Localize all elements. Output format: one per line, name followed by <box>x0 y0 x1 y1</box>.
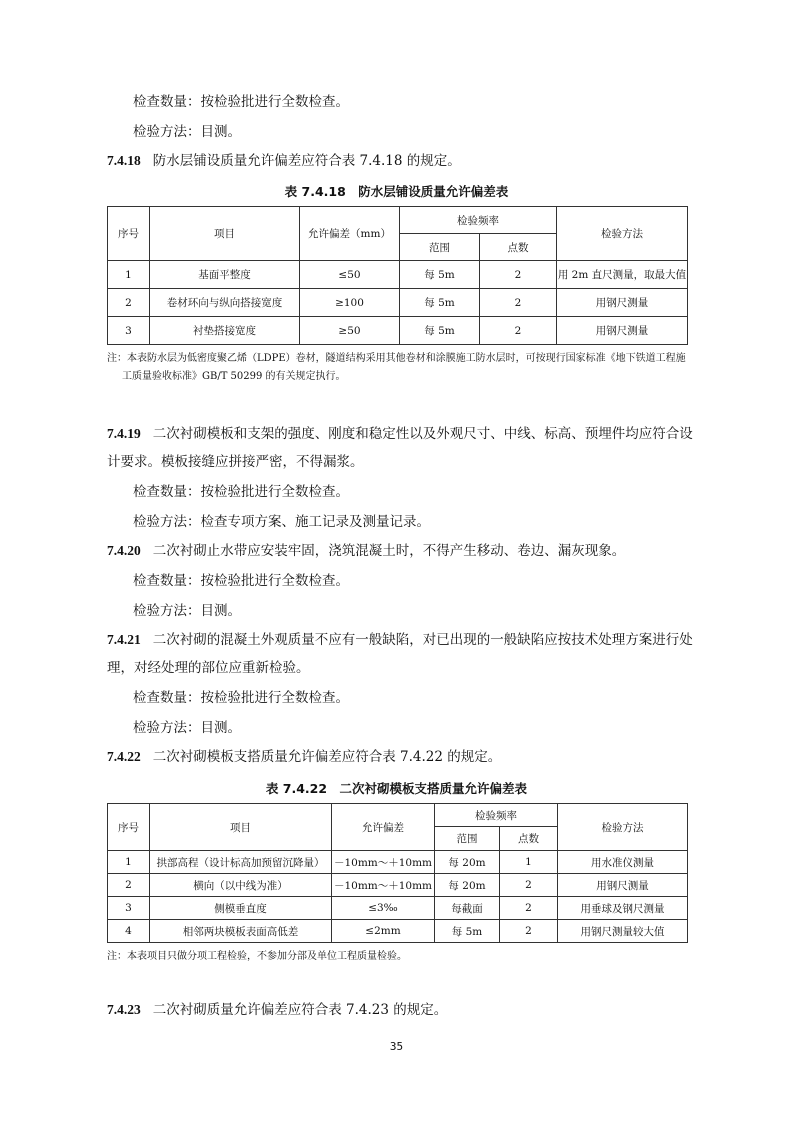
header-tolerance: 允许偏差 <box>332 804 435 851</box>
table-note-line2: 工质量验收标准》GB/T 50299 的有关规定执行。 <box>122 371 346 382</box>
inspection-quantity-text: 检查数量：按检验批进行全数检查。 <box>133 484 349 500</box>
cell-tolerance: －10mm～＋10mm <box>332 874 435 897</box>
cell-item: 衬垫搭接宽度 <box>150 317 300 345</box>
clause-text: 二次衬砌模板和支架的强度、刚度和稳定性以及外观尺寸、中线、标高、预埋件均应符合设 <box>152 426 693 442</box>
cell-points: 2 <box>480 261 557 289</box>
clause-text: 二次衬砌模板支搭质量允许偏差应符合表 7.4.22 的规定。 <box>152 749 502 765</box>
cell-range: 每截面 <box>435 897 500 920</box>
header-method: 检验方法 <box>558 804 688 851</box>
header-points: 点数 <box>480 234 557 261</box>
cell-tolerance: ≥100 <box>300 289 400 317</box>
table-7-4-18-caption: 表 7.4.18 防水层铺设质量允许偏差表 <box>284 184 509 199</box>
inspection-quantity-text: 检查数量：按检验批进行全数检查。 <box>133 690 349 706</box>
clause-number: 7.4.23 <box>107 1002 141 1017</box>
clause-number: 7.4.18 <box>107 153 141 168</box>
clause-text: 防水层铺设质量允许偏差应符合表 7.4.18 的规定。 <box>152 153 461 169</box>
table-7-4-22 <box>107 803 688 943</box>
table-note-line1: 注：本表防水层为低密度聚乙烯（LDPE）卷材，隧道结构采用其他卷材和涂膜施工防水层时，可按现行国家标准《地下铁道工程施 <box>107 353 686 364</box>
cell-seq: 1 <box>108 851 150 874</box>
clause-number: 7.4.19 <box>107 426 141 441</box>
clause-7-4-19 <box>107 425 693 443</box>
cell-points: 2 <box>500 897 558 920</box>
table-row <box>108 317 688 345</box>
clause-7-4-21 <box>107 631 693 649</box>
header-range: 范围 <box>435 827 500 851</box>
table-7-4-22-caption: 表 7.4.22 二次衬砌模板支搭质量允许偏差表 <box>265 781 528 796</box>
cell-points: 2 <box>480 289 557 317</box>
inspection-method-text: 检验方法：目测。 <box>133 720 241 736</box>
cell-method: 用钢尺测量 <box>557 289 688 317</box>
cell-range: 每 5m <box>435 920 500 943</box>
cell-method: 用钢尺测量较大值 <box>558 920 688 943</box>
cell-method: 用垂球及钢尺测量 <box>558 897 688 920</box>
cell-tolerance: ≥50 <box>300 317 400 345</box>
cell-tolerance: ≤3‰ <box>332 897 435 920</box>
header-item: 项目 <box>150 207 300 261</box>
cell-item: 基面平整度 <box>150 261 300 289</box>
header-range: 范围 <box>400 234 480 261</box>
clause-number: 7.4.20 <box>107 543 141 558</box>
table-note: 注：本表项目只做分项工程检验，不参加分部及单位工程质量检验。 <box>107 951 407 962</box>
header-item: 项目 <box>150 804 332 851</box>
cell-tolerance: ≤2mm <box>332 920 435 943</box>
clause-number: 7.4.22 <box>107 749 141 764</box>
header-tolerance: 允许偏差（mm） <box>300 207 400 261</box>
cell-seq: 3 <box>108 317 150 345</box>
clause-text-continued: 理，对经处理的部位应重新检验。 <box>107 660 310 676</box>
clause-number: 7.4.21 <box>107 632 141 647</box>
table-row <box>108 920 688 943</box>
cell-points: 2 <box>500 874 558 897</box>
table-row <box>108 851 688 874</box>
clause-7-4-20 <box>107 542 625 560</box>
cell-item: 相邻两块模板表面高低差 <box>150 920 332 943</box>
cell-method: 用钢尺测量 <box>558 874 688 897</box>
cell-tolerance: －10mm～＋10mm <box>332 851 435 874</box>
cell-range: 每 20m <box>435 851 500 874</box>
cell-item: 侧模垂直度 <box>150 897 332 920</box>
cell-range: 每 5m <box>400 317 480 345</box>
cell-item: 卷材环向与纵向搭接宽度 <box>150 289 300 317</box>
table-row <box>108 289 688 317</box>
clause-7-4-22 <box>107 748 501 766</box>
inspection-quantity-text: 检查数量：按检验批进行全数检查。 <box>133 94 349 110</box>
table-7-4-18 <box>107 206 688 345</box>
header-frequency: 检验频率 <box>400 207 557 234</box>
cell-seq: 4 <box>108 920 150 943</box>
cell-points: 1 <box>500 851 558 874</box>
inspection-quantity-text: 检查数量：按检验批进行全数检查。 <box>133 573 349 589</box>
clause-7-4-23 <box>107 1001 447 1019</box>
header-seq: 序号 <box>108 804 150 851</box>
clause-text: 二次衬砌的混凝土外观质量不应有一般缺陷，对已出现的一般缺陷应按技术处理方案进行处 <box>152 632 693 648</box>
header-seq: 序号 <box>108 207 150 261</box>
inspection-method-text: 检验方法：检查专项方案、施工记录及测量记录。 <box>133 514 430 530</box>
cell-seq: 1 <box>108 261 150 289</box>
cell-seq: 2 <box>108 289 150 317</box>
cell-item: 横向（以中线为准） <box>150 874 332 897</box>
cell-points: 2 <box>480 317 557 345</box>
page-number: 35 <box>389 1040 404 1053</box>
cell-method: 用水准仪测量 <box>558 851 688 874</box>
cell-method: 用 2m 直尺测量，取最大值 <box>557 261 688 289</box>
cell-range: 每 20m <box>435 874 500 897</box>
clause-text-continued: 计要求。模板接缝应拼接严密，不得漏浆。 <box>107 454 364 470</box>
clause-text: 二次衬砌止水带应安装牢固，浇筑混凝土时，不得产生移动、卷边、漏灰现象。 <box>152 543 626 559</box>
table-row <box>108 874 688 897</box>
header-frequency: 检验频率 <box>435 804 558 827</box>
inspection-method-text: 检验方法：目测。 <box>133 603 241 619</box>
clause-text: 二次衬砌质量允许偏差应符合表 7.4.23 的规定。 <box>152 1002 448 1018</box>
cell-range: 每 5m <box>400 289 480 317</box>
clause-7-4-18 <box>107 152 461 170</box>
cell-range: 每 5m <box>400 261 480 289</box>
cell-seq: 2 <box>108 874 150 897</box>
cell-points: 2 <box>500 920 558 943</box>
header-method: 检验方法 <box>557 207 688 261</box>
cell-seq: 3 <box>108 897 150 920</box>
table-row <box>108 261 688 289</box>
header-points: 点数 <box>500 827 558 851</box>
table-row <box>108 897 688 920</box>
cell-method: 用钢尺测量 <box>557 317 688 345</box>
cell-item: 拱部高程（设计标高加预留沉降量） <box>150 851 332 874</box>
cell-tolerance: ≤50 <box>300 261 400 289</box>
inspection-method-text: 检验方法：目测。 <box>133 124 241 140</box>
